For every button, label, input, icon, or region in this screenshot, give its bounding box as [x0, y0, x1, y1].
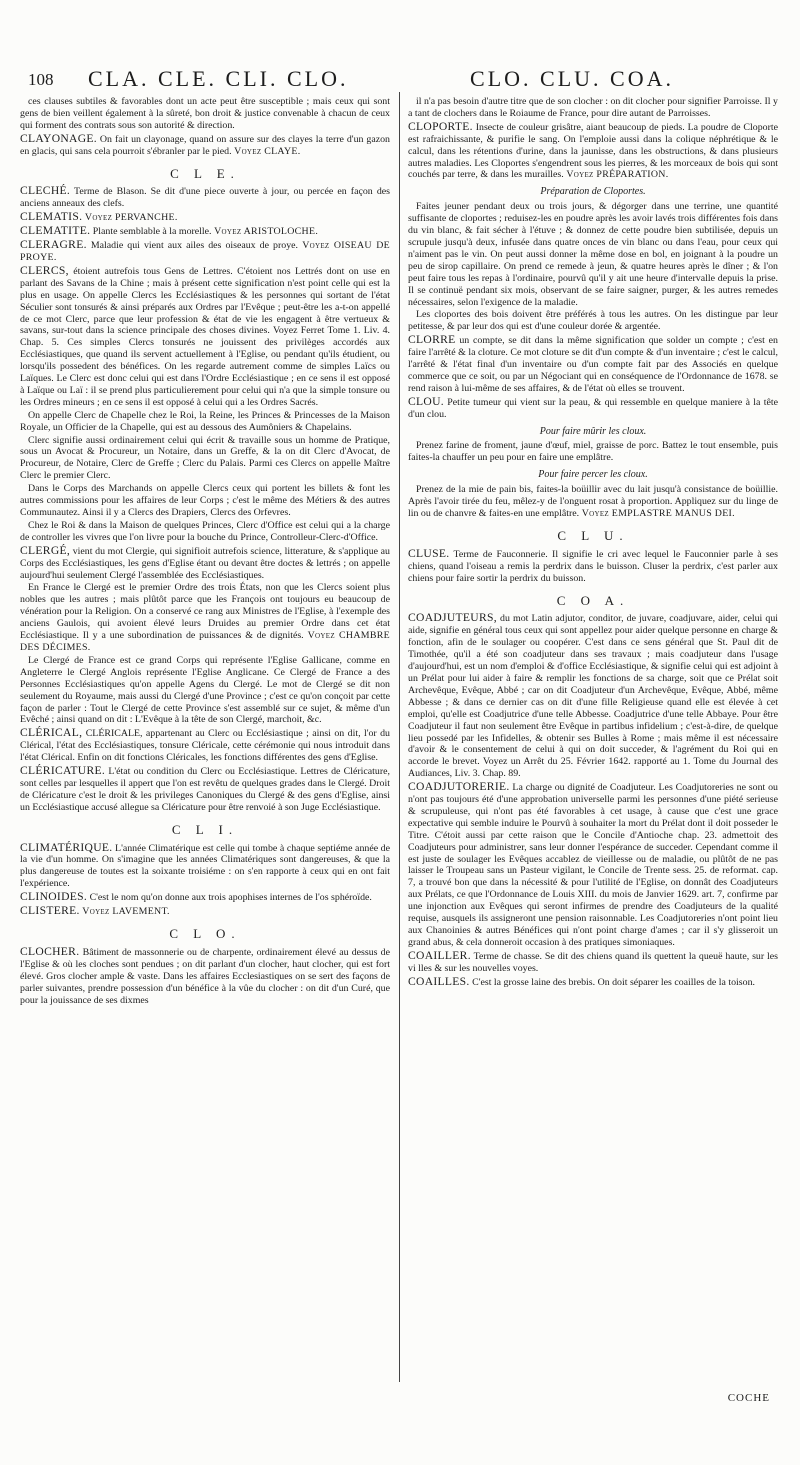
paragraph	[20, 582, 390, 653]
paragraph	[408, 309, 778, 333]
entry-text: Clerc signifie aussi ordinairement celui qui écrit & travaille sous un homme de Pratique, sous un Avocat & Procureur, un Notaire, dans un Greffe, & la on dit Clerc d'Avocat, de Procureur, de Notaire, Clerc de Greffe ; Clerc du Palais. Parmi ces Clercs on appelle Maître Clerc le premier Clerc.	[20, 434, 390, 482]
paragraph	[20, 96, 390, 132]
entry-text: Prenez farine de froment, jaune d'œuf, miel, graisse de porc. Battez le tout ensemble, puis faites-la chauffer un peu pour en faire une emplâtre.	[408, 440, 778, 464]
entry-text: CLÉRICALE, appartenant au Clerc ou Ecclésiastique ; ainsi on dit, l'or du Clérical, l'état des Ecclésiastiques, tonsure Cléricale, cette cérémonie qui nous introduit dans l'état Clérical. Enfin on dit fonctions Cléricales, les fonctions différentes des gens d'Eglise.	[20, 728, 390, 764]
recipe-subheading: Pour faire percer les cloux.	[538, 469, 648, 481]
paragraph	[408, 96, 778, 120]
entry-text: étoient autrefois tous Gens de Lettres. C'étoient nos Lettrés dont on use en parlant des Savans de la Chine ; mais à présent cette signification n'est point celle qui est la plus en usage. On appelle Clercs les Ecclésiastiques & les personnes qui sortant de l'état Séculier sont tonsurés & ainsi préparés aux Ordres par l'Evêque ; peut-être les a-t-on appellé de ce mot Clerc, parce que leur profession & état de vie les engagent à être vertueux & savans, sur-tout dans la science principale des choses divines. Voyez Ferret Tome 1. Liv. 4. Chap. 5. Ces simples Clercs tonsurés ne jouissent des privilèges accordés aux Ecclésiastiques, que quand ils servent actuellement à l'Eglise, ou pendant qu'ils étudient, ou lorsqu'ils possedent des bénéfices. On les regarde autrement comme de simples Laïcs ou Laïques. Le Clerc est donc celui qui est dans l'Ordre Ecclésiastique ; en ce sens il est opposé à Laïque ou Laï : il se prend plus particulierement pour celui qui n'a que la simple tonsure ou les Ordres mineurs ; en ce sens il est opposé à celui qui a les Ordres Sacrés.	[20, 265, 390, 408]
entry-headword: CLIMATÉRIQUE.	[20, 840, 113, 854]
dictionary-entry	[20, 727, 390, 764]
entry-headword: CLUSE.	[408, 546, 450, 560]
entry-headword: COADJUTEURS,	[408, 611, 497, 625]
paragraph	[408, 440, 778, 464]
entry-text: C'est la grosse laine des brebis. On doit séparer les coailles de la toison.	[469, 976, 755, 988]
entry-text: Terme de chasse. Se dit des chiens quand ils quettent la queuë haute, sur les vi lles & sur les nouvelles voyes.	[408, 950, 778, 974]
dictionary-entry	[408, 396, 778, 421]
entry-headword: CLERAGRE.	[20, 238, 87, 252]
dictionary-entry	[20, 765, 390, 814]
dictionary-entry	[408, 121, 778, 182]
entry-text: Les cloportes des bois doivent être préférés à tous les autres. On les distingue par leur petitesse, & par leur dos qui est d'une couleur dorée & argentée.	[408, 309, 778, 333]
entry-headword: CLOPORTE.	[408, 119, 473, 133]
entry-headword: CLEMATITE.	[20, 224, 91, 238]
entry-text: On appelle Clerc de Chapelle chez le Roi, la Reine, les Princes & Princesses de la Maison Royale, un Officier de la Chapelle, qui est au dessous des Aumôniers & Chapelains.	[20, 409, 390, 433]
entry-text: L'état ou condition du Clerc ou Ecclésiastique. Lettres de Cléricature, sont celles par lesquelles il appert que l'on est revêtu de quelques grades dans le Clergé. Droit de Cléricature c'est le droit & les privileges Canoniques du Clergé & des gens d'Eglise, ainsi un Ecclésiastique accusé allegue sa Cléricature pour être renvoié à son Juge Ecclésiastique.	[20, 766, 390, 813]
cross-reference: Voyez PRÉPARATION.	[563, 169, 669, 181]
section-heading: C L I.	[171, 821, 239, 837]
catchword: COCHE	[727, 1392, 770, 1404]
column-divider	[399, 92, 400, 1382]
cross-reference: Voyez LAVEMENT.	[79, 906, 170, 918]
paragraph	[20, 435, 390, 483]
paragraph	[20, 655, 390, 726]
dictionary-entry	[408, 976, 778, 989]
paragraph	[408, 201, 778, 308]
dictionary-entry	[20, 239, 390, 264]
entry-text: ces clauses subtiles & favorables dont un acte peut être susceptible ; mais ceux qui sont gens de bien veillent également à la sûreté, bon droit & justice convenable à chacun de ceux qui forment des contrats sous son autorité & direction.	[20, 96, 390, 131]
entry-text: Chez le Roi & dans la Maison de quelques Princes, Clerc d'Office est celui qui a la charge de controller les vivres que l'on livre pour la bouche du Prince, Controlleur-Clerc-d'Office.	[20, 519, 390, 543]
entry-headword: CLÉRICATURE.	[20, 764, 106, 778]
header-left-guide: CLA. CLE. CLI. CLO.	[88, 66, 349, 91]
entry-headword: COADJUTORERIE.	[408, 780, 510, 794]
entry-text: Dans le Corps des Marchands on appelle Clercs ceux qui portent les billets & font les autres commissions pour les affaires de leur Corps ; c'est le même des Métiers & des autres Communautez. Ainsi il y a Clercs des Drapiers, Clercs des Orfevres.	[20, 483, 390, 518]
entry-text: Terme de Blason. Se dit d'une piece ouverte à jour, ou percée en façon des anciens anneaux des clefs.	[20, 186, 390, 210]
dictionary-entry	[408, 950, 778, 975]
entry-text: C'est le nom qu'on donne aux trois apophises internes de l'os sphéroïde.	[87, 892, 372, 904]
entry-text: Plante semblable à la morelle.	[90, 226, 212, 238]
entry-headword: CLAYONAGE.	[20, 131, 97, 145]
dictionary-entry	[20, 545, 390, 582]
dictionary-entry	[20, 133, 390, 158]
dictionary-entry	[20, 842, 390, 891]
entry-text: Terme de Fauconnerie. Il signifie le cri avec lequel le Fauconnier parle à ses chiens, quand l'oiseau a remis la perdrix dans le buisson. Cluser la perdrix, c'est parler aux chiens pour faire sortir la perdrix du buisson.	[408, 548, 778, 584]
entry-headword: CLÉRICAL,	[20, 726, 83, 740]
entry-headword: CLOU.	[408, 394, 444, 408]
dictionary-entry	[408, 334, 778, 395]
entry-text: du mot Latin adjutor, conditor, de juvare, coadjuvare, aider, celui qui aide, signifie en général tous ceux qui sont appellez pour aider quelque personne en charge & fonction, afin de le soulager ou coopérer. C'est dans ce sens général que St. Paul dit de Timothée, qu'il a été son coadjuteur dans ses travaux ; mais coadjuteur dans l'usage d'aujourd'hui, est un nom d'emploi & d'office Ecclésiastique, & signifie celui qui est adjoint à un Prélat pour lui aider à faire & remplir les fonctions de sa charge, soit que ce Prélat soit Archevêque, Evêque, Abbé ; car on dit Coadjuteur d'un Archevêque, Evêque, Abbé, même Abbesse ; & dans ce dernier cas on dit d'une fille Religieuse quand elle est élevée à cet emploi, qu'elle est Coadjutrice d'une telle Abbesse. Coadjutrice d'une telle Abbaye. Pour être Coadjuteur il faut non seulement être Evêque in partibus infidelium ; c'est-à-dire, de quelque lieu possedé par les Infidelles, & obtenir ses Bulles à Rome ; mais même il est nécessaire d'avoir & le consentement de celui à qui on doit succeder, & l'agrément du Roi qui en accorde le brevet. Voyez un Arrêt du 25. Février 1642. rapporté au 1. Tome du Journal des Audiances, Liv. 3. Chap. 89.	[408, 613, 778, 780]
cross-reference: Voyez CHAMBRE DES DÉCIMES.	[20, 630, 390, 653]
section-heading: C L O.	[169, 926, 241, 941]
section-heading: C O A.	[556, 592, 630, 608]
cross-reference: Voyez ARISTOLOCHE.	[211, 226, 319, 238]
entry-text: Bâtiment de massonnerie ou de charpente, ordinairement élevé au dessus de l'Eglise & où les cloches sont pendues ; on dit parlant d'un clocher, haut clocher, qui est fort élevé. Gros clocher ample & vaste. Dans les affaires Ecclesiastiques on se sert des façons de parler suivantes, prendre possession d'un bénéfice à la vûe du clocher : on dit d'un Curé, que pour la jouissance de ses dixmes	[20, 946, 390, 1006]
entry-text: En France le Clergé est le premier Ordre des trois États, non que les Clercs soient plus nobles que les autres ; mais plûtôt parce que les François ont toujours eu beaucoup de vénération pour la Religion. On a conservé ce rang aux Ministres de l'Eglise, à l'exemple des anciens Gaulois, qui avoient élevé leurs Druides au premier Ordre dans cet état Ecclésiastique. Il y a une subordination de puissances & de dignités.	[20, 582, 390, 642]
entry-text: L'année Climatérique est celle qui tombe à chaque septiéme année de la vie d'un homme. On s'imagine que les années Climatériques sont dangereuses, & que la plus dangereuse de toutes est la soixante troisiéme : on s'en rapporte à ceux qui en ont fait l'expérience.	[20, 842, 390, 890]
paragraph	[20, 410, 390, 434]
entry-headword: CLOCHER.	[20, 944, 80, 958]
entry-text: Le Clergé de France est ce grand Corps qui représente l'Eglise Gallicane, comme en Angleterre le Clergé Anglois représente l'Eglise Anglicane. Ce Clergé de France a des Personnes Ecclésiastiques qu'on appelle Agens du Clergé. Le mot de Clergé se dit non seulement du Royaume, mais aussi du Clergé d'une Province ; c'est ce qu'on conçoit par cette façon de parler : Tout le Clergé de cette Province s'est assemblé sur ce sujet, & même d'un Evêché ; ainsi quand on dit : L'Evêque à la tête de son Clergé, marchoit, &c.	[20, 654, 390, 726]
cross-reference: Voyez EMPLASTRE MANUS DEI.	[579, 508, 735, 519]
paragraph	[408, 484, 778, 520]
recipe-subheading: Pour faire mûrir les cloux.	[539, 425, 647, 437]
right-column	[408, 96, 778, 1386]
dictionary-entry	[408, 612, 778, 780]
dictionary-entry	[20, 185, 390, 210]
entry-headword: COAILLER.	[408, 948, 471, 962]
entry-headword: CLERGÉ,	[20, 543, 71, 557]
entry-text: Insecte de couleur grisâtre, aiant beaucoup de pieds. La poudre de Cloporte est rafraichissante, & purifie le sang. On l'emploie aussi dans la colique néphrétique & le calcul, dans les rétentions d'urine, dans la jaunisse, dans les obstructions, & dans plusieurs autres maladies. Les Cloportes s'engendrent sous les pierres, & les morceaux de bois qui sont couchés par terre, & dans les murailles.	[408, 121, 778, 181]
left-column	[20, 96, 390, 1386]
entry-text: La charge ou dignité de Coadjuteur. Les Coadjutoreries ne sont ou n'ont pas toujours été d'une approbation universelle parmi les personnes d'une piété serieuse & scrupuleuse, qui n'ont pas été favorables à cet usage, à cause que c'est une grace expectative qui semble induire le Pourvû à souhaiter la mort du Prélat dont il doit posseder le Titre. C'étoit aussi par cette raison que le Concile d'Antioche chap. 23. admettoit des Coadjuteurs pour administrer, sans leur donner l'espérance de succeder. Cependant comme il est juste de soulager les Evêques accablez de vieillesse ou de maladie, ou plûtôt de ne pas laisser le Troupeau sans un Pasteur vigilant, le Concile de Trente sess. 25. de reformat. cap. 7, a trouvé bon que dans la nécessité & pour l'utilité de l'Eglise, on donnât des Coadjuteurs aux Prélats, ce que l'Ordonnance de Louis XIII. du mois de Janvier 1629. art. 7, confirme par une injonction aux Evêques qui seront infirmes de prendre des Coadjuteurs de la qualité requise, ausquels ils assigneront une pension raisonnable. Les Coadjutoreries n'ont point lieu aux Chanoinies & autres Bénéfices qui n'ont point charge d'ames ; car il s'y glisseroit un grand abus, & cela donneroit occasion à des pratiques simoniaques.	[408, 782, 778, 948]
entry-headword: COAILLES.	[408, 974, 470, 988]
page-number: 108	[28, 70, 54, 89]
entry-text: Faites jeuner pendant deux ou trois jours, & dégorger dans une terrine, une quantité suffisante de cloportes ; reduisez-les en poudre après les avoir lavés trois différentes fois dans du vin blanc, & fait sécher à l'étuve ; & donnez de cette poudre bien subtilisée, depuis un scrupule jusqu'à deux, infusée dans quatre onces de vin blanc ou dans l'eau, pour ceux qui n'aiment pas le vin. On peut aussi donner la même dose en bol, en joignant à la poudre un peu de sirop capillaire. On prend ce remede à jeun, & quatre heures après le dîner ; & l'on peut faire tous les repas à l'ordinaire, pourvû qu'il y ait une heure d'intervalle depuis la prise. Il se continuë pendant six mois, observant de se faire saigner, purger, & les autres remedes nécessaires, selon l'exigence de la maladie.	[408, 201, 778, 308]
entry-headword: CLECHÉ.	[20, 184, 71, 198]
section-heading: C L U.	[557, 527, 629, 543]
dictionary-entry	[20, 211, 390, 224]
cross-reference: Voyez PERVANCHE.	[82, 212, 178, 224]
dictionary-entry	[20, 225, 390, 238]
entry-headword: CLORRE	[408, 333, 456, 347]
dictionary-entry	[20, 265, 390, 409]
entry-text: il n'a pas besoin d'autre titre que de son clocher : on dit clocher pour signifier Parroisse. Il y a tant de clochers dans le Roiaume de France, pour dire autant de Parroisses.	[408, 96, 778, 119]
entry-text: un compte, se dit dans la même signification que solder un compte ; c'est en faire l'arrêté & la cloture. Ce mot cloture se dit d'un compte & d'un inventaire ; c'est le calcul, l'arrêté & l'état final d'un inventaire ou d'un compte fait par des Associés en quelque commerce que ce soit, ou par un Négociant qui en conséquence de l'Ordonnance de 1678. se rend raison à lui-même de ses affaires, & de l'état où elles se trouvent.	[408, 335, 778, 394]
entry-text: On fait un clayonage, quand on assure sur des clayes la terre d'un gazon en glacis, qui sans cela pourroit s'ébranler par le pied.	[20, 133, 390, 157]
entry-text: Prenez de la mie de pain bis, faites-la boüillir avec du lait jusqu'à consistance de boüillie. Après l'avoir tirée du feu, mêlez-y de l'onguent rosat à proportion. Appliquez sur du linge de lin ou de chanvre & faites-en une emplâtre.	[408, 484, 778, 519]
paragraph	[20, 520, 390, 544]
section-heading: C L E.	[170, 165, 240, 181]
dictionary-entry	[408, 781, 778, 949]
entry-text: vient du mot Clergie, qui signifioit autrefois science, litterature, & s'applique au Corps des Ecclésiastiques, les gens d'Eglise étant ou devant être doctes & lettrés ; on appelle aujourd'hui seulement Clergé l'assemblée des Ecclésiastiques.	[20, 545, 390, 581]
entry-text: Petite tumeur qui vient sur la peau, & qui ressemble en quelque maniere à la tête d'un clou.	[408, 396, 778, 420]
dictionary-entry	[20, 905, 390, 918]
dictionary-entry	[20, 891, 390, 904]
entry-headword: CLISTERE.	[20, 904, 80, 918]
entry-headword: CLEMATIS.	[20, 210, 83, 224]
recipe-subheading: Préparation de Cloportes.	[540, 186, 646, 198]
cross-reference: Voyez OISEAU DE PROYE.	[20, 240, 390, 263]
header-right-guide: CLO. CLU. COA.	[470, 66, 674, 91]
entry-text: Maladie qui vient aux ailes des oiseaux de proye.	[86, 240, 299, 252]
entry-headword: CLERCS,	[20, 263, 69, 277]
dictionary-entry	[20, 946, 390, 1007]
cross-reference: Voyez CLAYE.	[231, 145, 301, 157]
paragraph	[20, 483, 390, 519]
entry-headword: CLINOIDES.	[20, 890, 88, 904]
dictionary-entry	[408, 548, 778, 585]
